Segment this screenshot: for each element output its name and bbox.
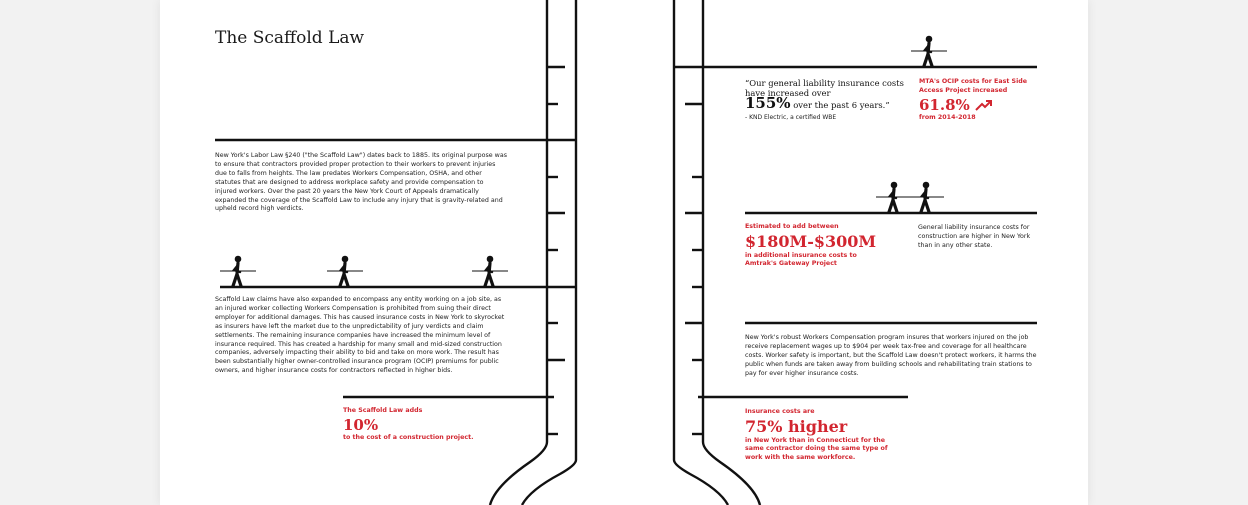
mta-detail: from 2014-2018 bbox=[919, 114, 976, 122]
quote-rest: over the past 6 years.” bbox=[793, 100, 890, 110]
gateway-value: $180M-$300M bbox=[745, 231, 877, 251]
stat-adds-block bbox=[343, 407, 483, 442]
trend-up-icon bbox=[975, 99, 993, 111]
workers-comp-paragraph: New York's robust Workers Compensation program insures that workers injured on the job receive replacement wages up to $904 per week tax-free and coverage for all healthcare costs. Worker safety is important, but the Scaffold Law doesn't protect workers, it harms the public when funds are taken away from building schools and rehabilitating train stations to pay for ever higher insurance costs. bbox=[745, 334, 1037, 377]
thermometer-graphic bbox=[160, 0, 1088, 505]
quote-block bbox=[745, 78, 913, 121]
quote-value: 155% bbox=[745, 94, 791, 112]
stat-adds-detail: to the cost of a construction project. bbox=[343, 433, 474, 441]
gateway-block bbox=[745, 223, 895, 269]
stat-adds-value: 10% bbox=[343, 415, 379, 434]
document-page bbox=[160, 0, 1088, 505]
quote-attribution: - KND Electric, a certified WBE bbox=[745, 114, 837, 121]
right-scale-ticks bbox=[685, 104, 703, 434]
mta-label: MTA's OCIP costs for East Side Access Project increased bbox=[919, 78, 1028, 94]
gateway-label: Estimated to add between bbox=[745, 223, 839, 230]
higher-value: 75% higher bbox=[745, 416, 848, 436]
gateway-detail: in additional insurance costs to Amtrak's Gateway Project bbox=[745, 251, 857, 268]
stat-adds-label: The Scaffold Law adds bbox=[343, 407, 423, 414]
quote-text: “Our general liability insurance costs have increased over bbox=[745, 78, 904, 98]
left-scale-ticks bbox=[547, 67, 565, 434]
claims-paragraph: Scaffold Law claims have also expanded to encompass any entity working on a job site, as an injured worker collecting Workers Compensation is prohibited from suing their direct employer for additional damages. This has caused insurance costs in New York to skyrocket as insurers have left the market due to the unpredictability of jury verdicts and claim settlements. The remaining insurance companies have increased the minimum level of insurance required. This has created a hardship for many small and mid-sized construction companies, adversely impacting their ability to bid and take on more work. The result has been substantially higher owner-controlled insurance program (OCIP) premiums for public owners, and higher insurance costs for contractors reflected in higher bids. bbox=[215, 296, 505, 375]
higher-detail: in New York than in Connecticut for the same contractor doing the same type of work with the same workforce. bbox=[745, 436, 888, 461]
liability-paragraph: General liability insurance costs for construction are higher in New York than in any other state. bbox=[918, 224, 1031, 249]
higher-cost-block bbox=[745, 408, 905, 462]
intro-paragraph: New York's Labor Law §240 ("the Scaffold Law") dates back to 1885. Its original purpose was to ensure that contractors provided proper protection to their workers to prevent injuries due to falls from heights. The law predates Workers Compensation, OSHA, and other statutes that are designed to address workplace safety and provide compensation to injured workers. Over the past 20 years the New York Court of Appeals dramatically expanded the coverage of the Scaffold Law to include any injury that is gravity-related and upheld record high verdicts. bbox=[215, 152, 507, 213]
mta-block bbox=[919, 78, 1041, 123]
higher-label: Insurance costs are bbox=[745, 408, 815, 415]
mta-value: 61.8% bbox=[919, 96, 970, 115]
page-title: The Scaffold Law bbox=[215, 28, 365, 48]
